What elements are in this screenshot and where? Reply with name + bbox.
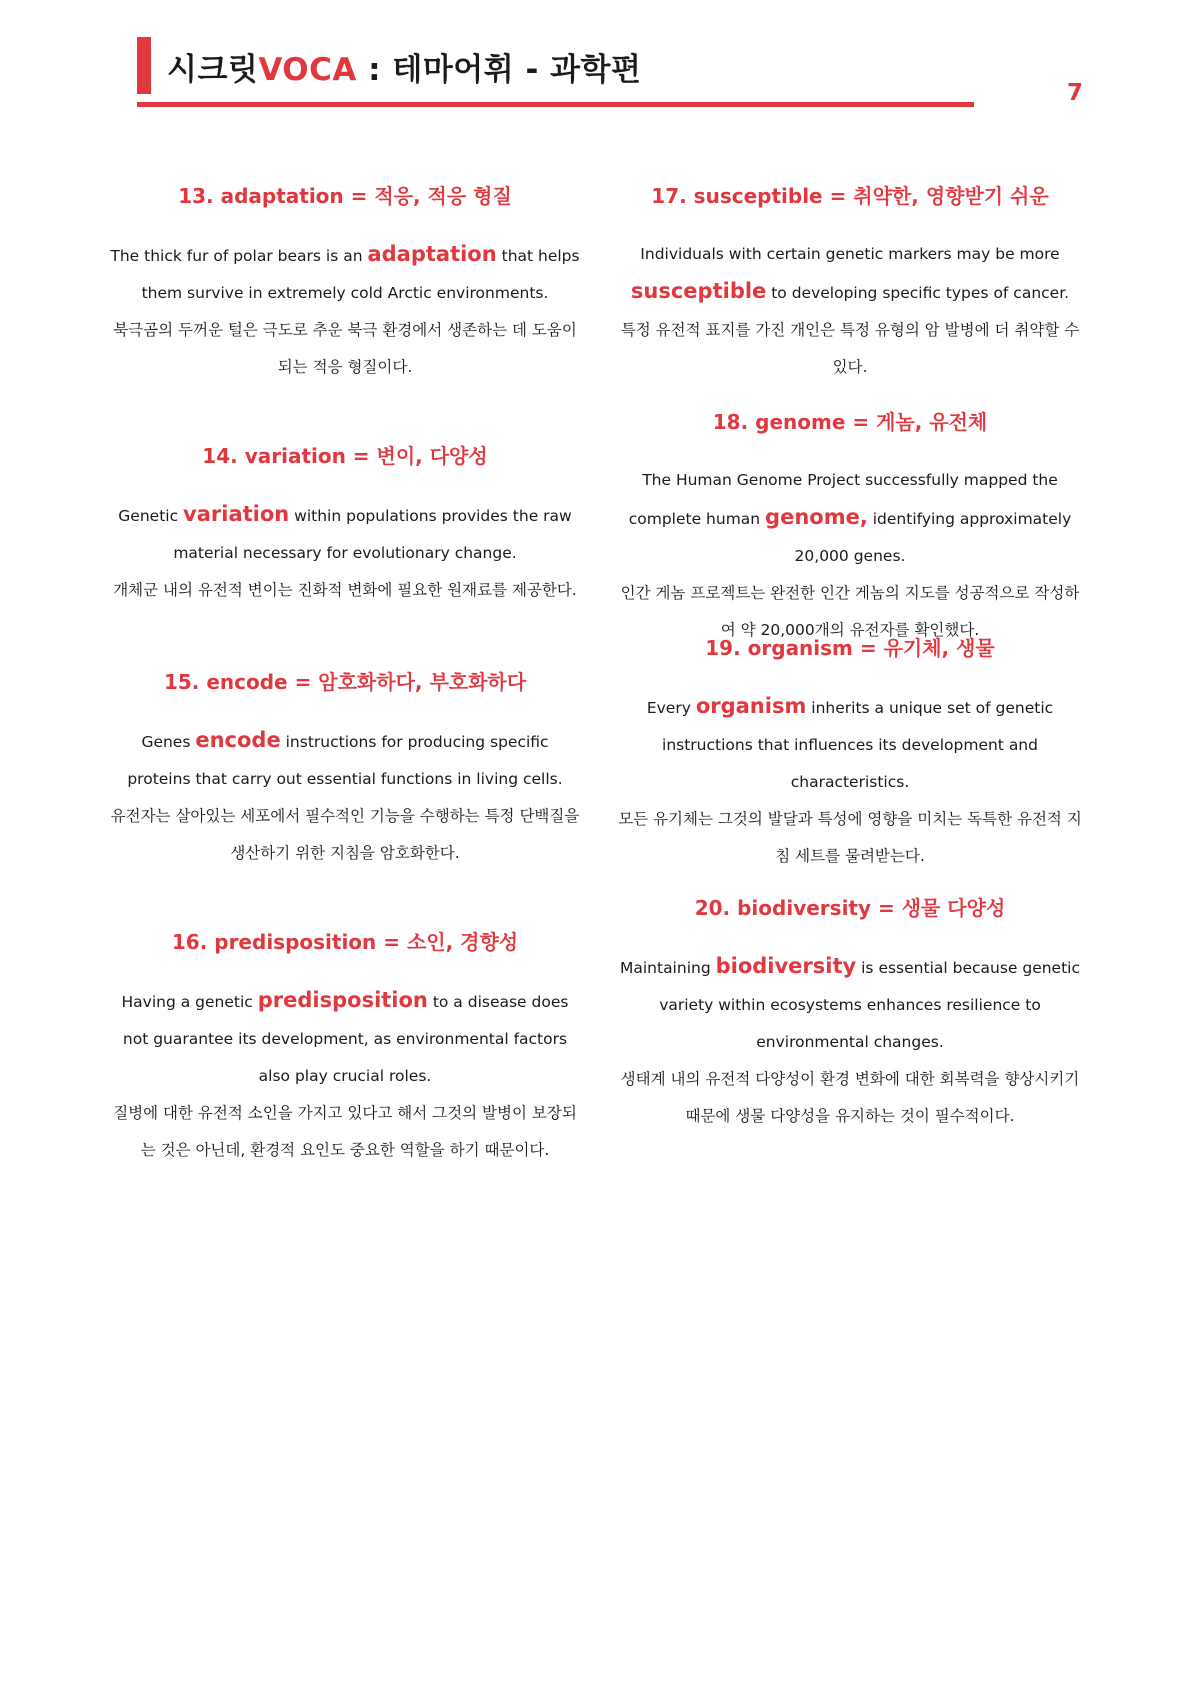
entry-body bbox=[615, 236, 1085, 386]
entry-title: 20. biodiversity = 생물 다양성 bbox=[694, 896, 1006, 920]
english-sentence: Individuals with certain genetic markers may be more susceptible to developing specific types of cancer. bbox=[630, 245, 1070, 303]
page-number: 7 bbox=[1066, 80, 1083, 106]
entry-title: 16. predisposition = 소인, 경향성 bbox=[171, 930, 519, 954]
keyword: genome, bbox=[765, 505, 868, 529]
entry-body bbox=[110, 982, 580, 1169]
header-underline bbox=[137, 102, 974, 107]
vocab-entry-16 bbox=[110, 928, 580, 1169]
english-sentence: Having a genetic predisposition to a disease does not guarantee its development, as environmental factors also play crucial roles. bbox=[121, 988, 569, 1085]
keyword: organism bbox=[695, 694, 807, 718]
korean-translation: 생태계 내의 유전적 다양성이 환경 변화에 대한 회복력을 향상시키기 때문에 생물 다양성을 유지하는 것이 필수적이다. bbox=[620, 1070, 1080, 1125]
entry-title: 13. adaptation = 적응, 적응 형질 bbox=[178, 184, 512, 208]
korean-translation: 특정 유전적 표지를 가진 개인은 특정 유형의 암 발병에 더 취약할 수 있다. bbox=[620, 321, 1080, 376]
vocab-entry-14 bbox=[110, 442, 580, 609]
vocab-entry-19 bbox=[615, 634, 1085, 875]
korean-translation: 북극곰의 두꺼운 털은 극도로 추운 북극 환경에서 생존하는 데 도움이 되는 적응 형질이다. bbox=[113, 321, 577, 376]
entry-body bbox=[615, 948, 1085, 1135]
korean-translation: 개체군 내의 유전적 변이는 진화적 변화에 필요한 원재료를 제공한다. bbox=[113, 581, 577, 599]
english-sentence: Maintaining biodiversity is essential because genetic variety within ecosystems enhances resilience to environmental changes. bbox=[619, 954, 1080, 1051]
korean-translation: 질병에 대한 유전적 소인을 가지고 있다고 해서 그것의 발병이 보장되는 것은 아닌데, 환경적 요인도 중요한 역할을 하기 때문이다. bbox=[113, 1104, 577, 1159]
entry-title: 17. susceptible = 취약한, 영향받기 쉬운 bbox=[651, 184, 1049, 208]
vocab-entry-17 bbox=[615, 182, 1085, 386]
english-sentence: The Human Genome Project successfully mapped the complete human genome, identifying approximately 20,000 genes. bbox=[628, 471, 1072, 565]
header-accent-bar bbox=[137, 37, 151, 94]
title-accent: VOCA bbox=[258, 52, 357, 88]
entry-body bbox=[615, 688, 1085, 875]
entry-body bbox=[110, 496, 580, 609]
keyword: predisposition bbox=[257, 988, 428, 1012]
english-sentence: Every organism inherits a unique set of genetic instructions that influences its development and characteristics. bbox=[646, 694, 1054, 791]
keyword: variation bbox=[183, 502, 290, 526]
english-sentence: Genes encode instructions for producing specific proteins that carry out essential functions in living cells. bbox=[127, 728, 563, 788]
korean-translation: 유전자는 살아있는 세포에서 필수적인 기능을 수행하는 특정 단백질을 생산하기 위한 지침을 암호화한다. bbox=[110, 807, 580, 862]
english-sentence: Genetic variation within populations provides the raw material necessary for evolutionary change. bbox=[118, 502, 572, 562]
entry-body bbox=[615, 462, 1085, 649]
english-sentence: The thick fur of polar bears is an adaptation that helps them survive in extremely cold Arctic environments. bbox=[110, 242, 580, 302]
keyword: adaptation bbox=[367, 242, 497, 266]
vocab-entry-20 bbox=[615, 894, 1085, 1135]
entry-title: 15. encode = 암호화하다, 부호화하다 bbox=[163, 670, 527, 694]
korean-translation: 모든 유기체는 그것의 발달과 특성에 영향을 미치는 독특한 유전적 지침 세트를 물려받는다. bbox=[618, 810, 1082, 865]
entry-title: 18. genome = 게놈, 유전체 bbox=[712, 410, 988, 434]
vocab-entry-13 bbox=[110, 182, 580, 386]
korean-translation: 인간 게놈 프로젝트는 완전한 인간 게놈의 지도를 성공적으로 작성하여 약 20,000개의 유전자를 확인했다. bbox=[620, 584, 1080, 639]
vocab-entry-15 bbox=[110, 668, 580, 872]
entry-title: 19. organism = 유기체, 생물 bbox=[705, 636, 995, 660]
title-prefix: 시크릿 bbox=[167, 52, 259, 88]
entry-body bbox=[110, 236, 580, 386]
keyword: encode bbox=[195, 728, 281, 752]
keyword: susceptible bbox=[630, 279, 767, 303]
entry-title: 14. variation = 변이, 다양성 bbox=[202, 444, 488, 468]
vocab-entry-18 bbox=[615, 408, 1085, 649]
keyword: biodiversity bbox=[715, 954, 857, 978]
title-suffix: : 테마어휘 - 과학편 bbox=[356, 52, 642, 88]
page-title bbox=[167, 50, 641, 90]
entry-body bbox=[110, 722, 580, 872]
